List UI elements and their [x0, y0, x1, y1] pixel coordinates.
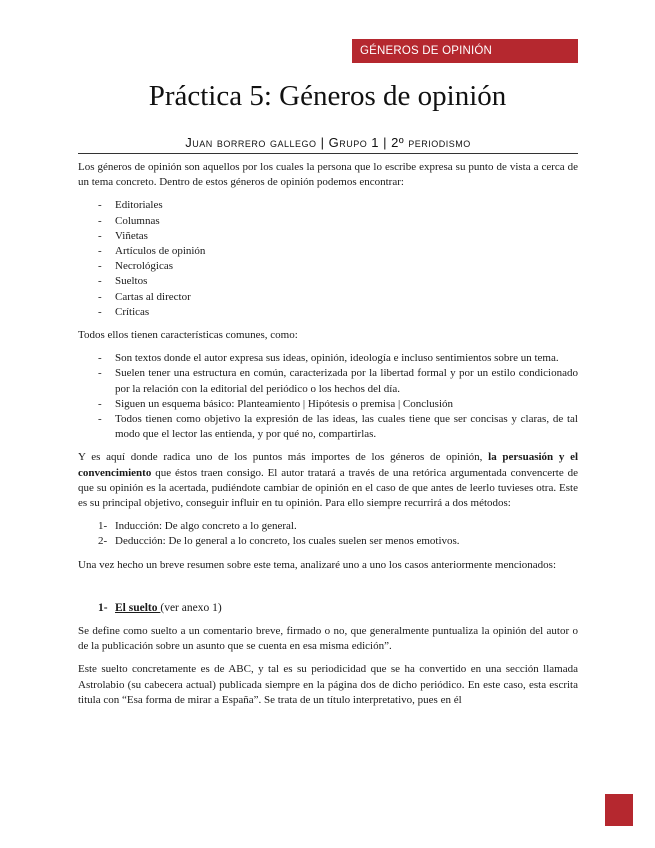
persuasion-text-after: que éstos traen consigo. El autor tratará a través de una retórica argumentada convencerte de que su opinión es la acertada, pudiéndote cambiar de opinión en el caso de que antes de leerlo tuvieses otra. Este es su principal objetivo, conseguir influir en tu opinión. Para ello siempre recurrirá a dos métodos:	[78, 466, 578, 510]
summary-paragraph: Una vez hecho un breve resumen sobre este tema, analizaré uno a uno los casos anteriormente mencionados:	[78, 558, 557, 571]
section-note: (ver anexo 1)	[160, 601, 222, 614]
list-item: - Editoriales	[78, 198, 578, 213]
author-subtitle: Juan borrero gallego | Grupo 1 | 2º periodismo	[185, 135, 471, 150]
list-item: - Siguen un esquema básico: Planteamiento | Hipótesis o premisa | Conclusión	[78, 397, 578, 412]
header-section-label: GÉNEROS DE OPINIÓN	[352, 39, 578, 63]
page-title: Práctica 5: Géneros de opinión	[148, 80, 507, 112]
list-item: - Suelen tener una estructura en común, caracterizada por la libertad formal y por un estilo condicionado por la relación con la editorial del periódico o los hechos del día.	[78, 366, 578, 396]
persuasion-text-before: Y es aquí donde radica uno de los puntos más importes de los géneros de opinión,	[78, 451, 489, 464]
list-item	[78, 519, 578, 534]
list-item: - Sueltos	[78, 274, 578, 289]
suelto-definition-paragraph: Se define como suelto a un comentario breve, firmado o no, que generalmente puntualiza la opinión del autor o de la publicación sobre un asunto que se cuenta en esa misma edición”.	[78, 625, 578, 653]
list-item-text: Deducción: De lo general a lo concreto, los cuales suelen ser menos emotivos.	[115, 535, 460, 548]
list-item	[78, 534, 578, 549]
genres-list	[78, 198, 578, 320]
list-item: - Cartas al director	[78, 290, 578, 305]
list-item: - Columnas	[78, 214, 578, 229]
list-item: - Necrológicas	[78, 259, 578, 274]
methods-list	[78, 519, 578, 549]
section-number: 1-	[98, 601, 108, 614]
characteristics-list	[78, 351, 578, 442]
persuasion-bold-text: la persuasión y el convencimiento	[78, 451, 579, 479]
common-intro-paragraph: Todos ellos tienen características comunes, como:	[78, 329, 298, 342]
list-item: - Todos tienen como objetivo la expresión de las ideas, las cuales tiene que ser concisas y claras, de tal modo que el lector las entienda, y por qué no, compartirlas.	[78, 412, 578, 442]
section-title: El suelto	[115, 601, 161, 614]
document-body	[78, 160, 578, 716]
list-item: - Críticas	[78, 305, 578, 320]
suelto-abc-paragraph: Este suelto concretamente es de ABC, y tal es su periodicidad que se ha convertido en una sección llamada Astrolabio (su cabecera actual) publicada siempre en la página dos de dicho periódico. En este caso, esta escrita titula con “Esa forma de mirar a España”. Se trata de un título interpretativo, pues en él	[78, 663, 578, 706]
list-marker: 1-	[98, 520, 108, 533]
section-heading-suelto	[78, 601, 578, 616]
persuasion-paragraph	[78, 450, 578, 511]
page-corner-marker	[605, 794, 633, 826]
list-marker: 2-	[98, 535, 108, 548]
list-item: - Viñetas	[78, 229, 578, 244]
list-item-text: Inducción: De algo concreto a lo general.	[115, 520, 297, 533]
list-item: - Son textos donde el autor expresa sus ideas, opinión, ideología e incluso sentimientos sobre un tema.	[78, 351, 578, 366]
list-item: - Artículos de opinión	[78, 244, 578, 259]
intro-paragraph: Los géneros de opinión son aquellos por los cuales la persona que lo escribe expresa su punto de vista a cerca de un tema concreto. Dentro de estos géneros de opinión podemos encontrar:	[78, 161, 578, 189]
subtitle-divider	[78, 153, 578, 154]
